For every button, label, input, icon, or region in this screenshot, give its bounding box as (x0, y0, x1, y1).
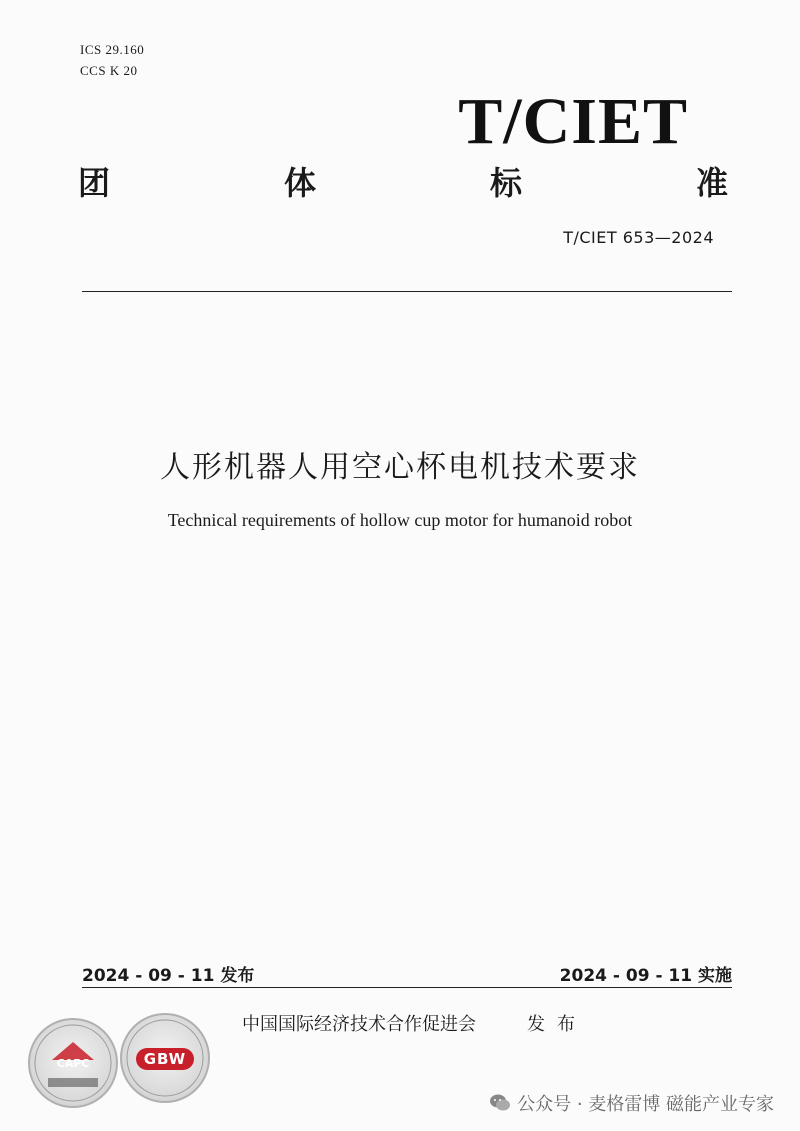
capc-seal-icon (28, 1018, 118, 1108)
implementation-date: 2024 - 09 - 11 实施 (559, 966, 732, 986)
publisher-name: 中国国际经济技术合作促进会 (242, 1014, 476, 1035)
header-divider (82, 291, 732, 292)
watermark-text: 公众号 · 麦格雷博 磁能产业专家 (517, 1094, 774, 1115)
ics-code: ICS 29.160 (80, 42, 145, 57)
standard-number: T/CIET 653—2024 (563, 228, 714, 247)
wechat-icon (489, 1093, 511, 1113)
ccs-code: CCS K 20 (80, 63, 138, 78)
publish-label: 发布 (527, 1014, 587, 1035)
org-code: T/CIET (458, 85, 688, 158)
gbw-seal-label: GBW (143, 1050, 187, 1068)
standard-type-char: 体 (283, 164, 316, 202)
issue-date: 2024 - 09 - 11 发布 (82, 966, 255, 986)
standard-type-char: 准 (695, 164, 728, 202)
standard-type-char: 标 (489, 164, 522, 202)
title-english: Technical requirements of hollow cup motor for humanoid robot (167, 510, 633, 530)
watermark (489, 1090, 774, 1116)
standard-type (78, 158, 728, 204)
gbw-seal-icon (120, 1013, 210, 1103)
capc-seal-label: CAPC (56, 1057, 90, 1070)
title-chinese: 人形机器人用空心杯电机技术要求 (160, 450, 640, 485)
footer-divider (82, 987, 732, 988)
standard-type-char: 团 (78, 164, 111, 202)
